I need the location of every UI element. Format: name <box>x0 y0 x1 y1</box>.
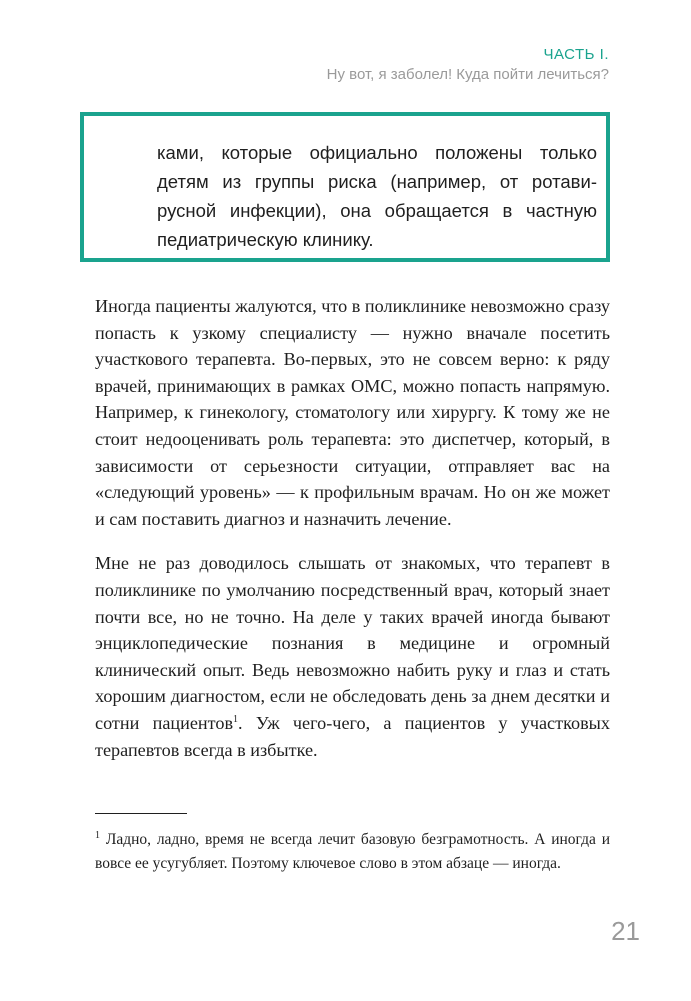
callout-text: ками, которые официально положены только детям из группы риска (например, от ротавирусной инфекции), она обращается в частную педиатрическую клинику. <box>157 142 597 250</box>
page-number: 21 <box>611 916 640 946</box>
footnote-divider <box>95 813 187 814</box>
paragraph-text: Мне не раз доводилось слышать от знакомых, что терапевт в поликлинике по умолчанию посредственный врач, который знает почти все, но не точно. На деле у таких врачей иногда бывают энциклопедические познания в медицине и огромный клинический опыт. Ведь невозможно набить руку и глаз и стать хорошим диагностом, если не обследовать день за днем десятки и сотни пациентов <box>95 553 610 733</box>
part-label: ЧАСТЬ I. <box>543 46 609 63</box>
footnote-marker: 1 <box>95 829 100 841</box>
paragraph <box>95 550 610 763</box>
footnote-text: Ладно, ладно, время не всегда лечит базовую безграмотность. А иногда и вовсе ее усугубляет. Поэтому ключевое слово в этом абзаце — иногда. <box>95 831 611 872</box>
running-header <box>327 45 609 85</box>
paragraph: Иногда пациенты жалуются, что в поликлинике невозможно сразу попасть к узкому специалисту — нужно вначале посетить участкового терапевта. Во-первых, это не совсем верно: к ряду врачей, принимающих в рамках ОМС, можно попасть напрямую. Например, к гинекологу, стоматологу или хирургу. К тому же не стоит недооценивать роль терапевта: это диспетчер, который, в зависимости от серьезности ситуации, отправляет вас на «следующий уровень» — к профильным врачам. Но он же может и сам поставить диагноз и назначить лечение. <box>95 296 610 529</box>
part-subtitle: Ну вот, я заболел! Куда пойти лечиться? <box>326 66 609 83</box>
footnote <box>95 828 610 875</box>
paragraph-text: . Уж чего-чего, а пациентов у участковых терапевтов всегда в избытке. <box>95 712 610 760</box>
footnote-reference[interactable]: 1 <box>233 713 239 725</box>
callout-box <box>80 112 610 262</box>
main-text <box>95 293 610 781</box>
